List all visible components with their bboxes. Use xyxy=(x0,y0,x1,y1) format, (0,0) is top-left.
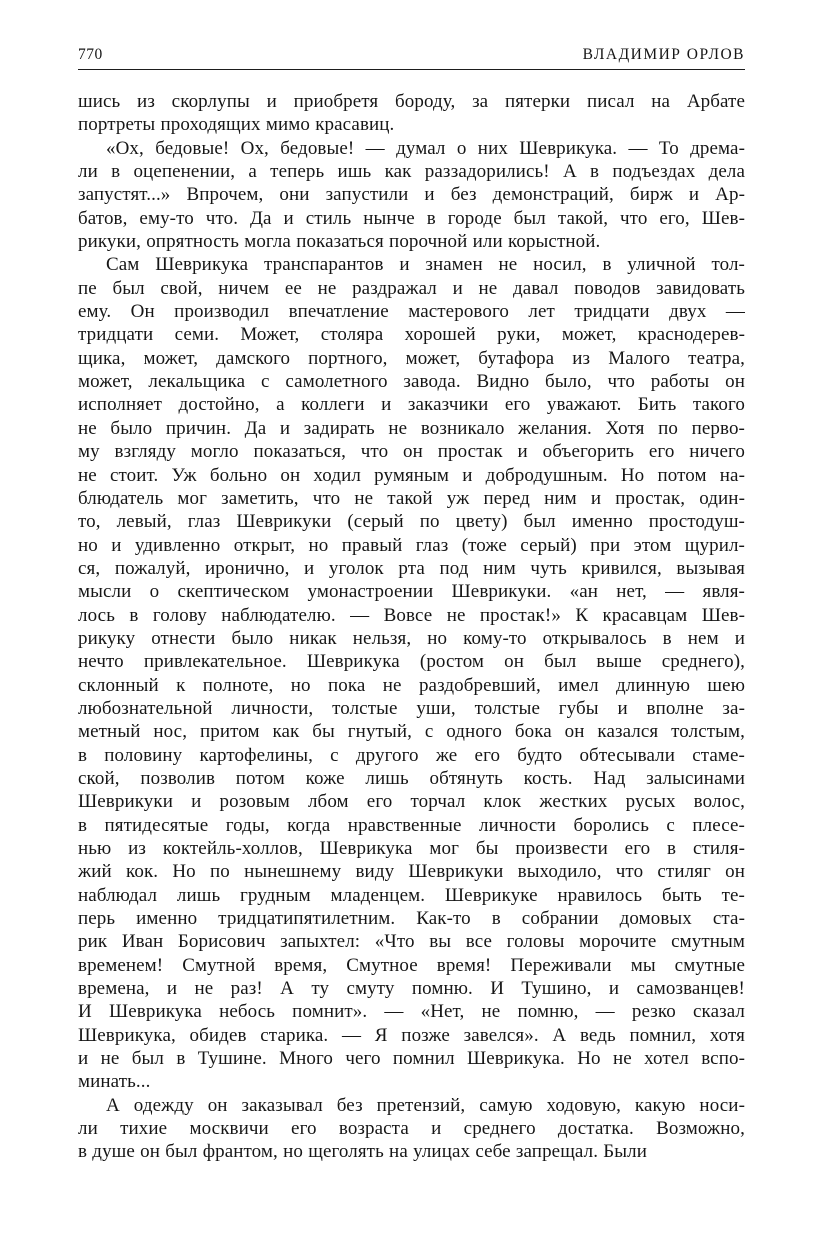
text-line: ся, пожалуй, иронично, и уголок рта под ним чуть кривился, вызывая xyxy=(78,557,745,579)
page-number: 770 xyxy=(78,46,103,63)
text-line: блюдатель мог заметить, что не такой уж перед ним и простак, один- xyxy=(78,487,745,509)
text-line: в половину картофелины, с другого же его будто обтесывали стаме- xyxy=(78,744,745,766)
text-line: батов, ему-то что. Да и стиль нынче в городе был такой, что его, Шев- xyxy=(78,207,745,229)
text-line: Сам Шеврикука транспарантов и знамен не носил, в уличной тол- xyxy=(106,254,745,276)
text-line: Шеврикука, обидев старика. — Я позже завелся». А ведь помнил, хотя xyxy=(78,1024,745,1046)
paragraph xyxy=(78,137,745,254)
text-line: му взгляду могло показаться, что он простак и объегорить его ничего xyxy=(78,441,745,463)
paragraph xyxy=(78,90,745,137)
text-line: в душе он был франтом, но щеголять на улицах себе запрещал. Были xyxy=(78,1141,648,1163)
text-line: пе был свой, ничем ее не раздражал и не давал поводов завидовать xyxy=(78,277,745,299)
text-line: не стоит. Уж больно он ходил румяным и добродушным. Но потом на- xyxy=(78,464,745,486)
text-line: склонный к полноте, но пока не раздобревший, имел длинную шею xyxy=(78,674,745,696)
text-line: запустят...» Впрочем, они запустили и без демонстраций, бирж и Ар- xyxy=(78,184,745,206)
text-line: шись из скорлупы и приобретя бороду, за пятерки писал на Арбате xyxy=(78,91,745,112)
text-line: нечто привлекательное. Шеврикука (ростом он был выше среднего), xyxy=(78,651,745,673)
text-line: и не был в Тушине. Много чего помнил Шеврикука. Но не хотел вспо- xyxy=(78,1048,745,1070)
text-line: минать... xyxy=(78,1071,151,1093)
text-line: но и удивленно открыт, но правый глаз (тоже серый) при этом щурил- xyxy=(78,534,745,556)
text-line: не было причин. Да и задирать не возникало желания. Хотя по перво- xyxy=(78,417,745,439)
text-line: щика, может, дамского портного, может, бутафора из Малого театра, xyxy=(78,347,745,369)
text-line: Шеврикуки и розовым лбом его торчал клок жестких русых волос, xyxy=(78,791,745,813)
paragraph xyxy=(78,253,745,1093)
text-line: временем! Смутной время, Смутное время! Переживали мы смутные xyxy=(78,954,745,976)
page-header xyxy=(78,46,745,64)
body-text xyxy=(78,90,745,1164)
text-line: ему. Он производил впечатление мастерового лет тридцати двух — xyxy=(78,301,745,323)
text-line: мысли о скептическом умонастроении Шеврикуки. «ан нет, — явля- xyxy=(78,581,745,603)
text-line: ли в оцепенении, а теперь ишь как раззадорились! А в подъездах дела xyxy=(78,161,745,183)
text-line: ли тихие москвичи его возраста и среднего достатка. Возможно, xyxy=(78,1118,745,1140)
text-line: лось в голову наблюдателю. — Вовсе не простак!» К красавцам Шев- xyxy=(78,604,745,626)
author-name: ВЛАДИМИР ОРЛОВ xyxy=(582,46,745,63)
text-line: рикуку отнести было никак нельзя, но кому-то открывалось в нем и xyxy=(78,627,745,649)
text-line: рик Иван Борисович запыхтел: «Что вы все головы морочите смутным xyxy=(78,931,745,953)
text-line: исполняет достойно, а коллеги и заказчики его уважают. Бить такого xyxy=(78,394,745,416)
text-line: метный нос, притом как бы гнутый, с одного бока он казался толстым, xyxy=(78,721,745,743)
text-line: нью из коктейль-холлов, Шеврикука мог бы произвести его в стиля- xyxy=(78,838,745,859)
text-line: рикуки, опрятность могла показаться порочной или корыстной. xyxy=(78,231,601,253)
text-line: перь именно тридцатипятилетним. Как-то в собрании домовых ста- xyxy=(78,908,745,930)
text-line: любознательной личности, толстые уши, толстые губы и вполне за- xyxy=(78,697,745,719)
text-line: ской, позволив потом коже лишь обтянуть кость. Над залысинами xyxy=(78,767,745,789)
text-line: А одежду он заказывал без претензий, самую ходовую, какую носи- xyxy=(106,1094,745,1116)
text-line: И Шеврикука небось помнит». — «Нет, не помню, — резко сказал xyxy=(78,1001,745,1023)
text-line: жий кок. Но по нынешнему виду Шеврикуки выходило, что стиляг он xyxy=(78,861,745,883)
text-line: в пятидесятые годы, когда нравственные личности боролись с плесе- xyxy=(78,814,745,836)
paragraph xyxy=(78,1094,745,1164)
text-line: тридцати семи. Может, столяра хорошей руки, может, краснодерев- xyxy=(78,324,745,346)
text-line: то, левый, глаз Шеврикуки (серый по цвету) был именно простодуш- xyxy=(78,511,745,533)
text-line: времена, и не раз! А ту смуту помню. И Тушино, и самозванцев! xyxy=(78,978,745,1000)
header-rule xyxy=(78,69,745,70)
text-line: портреты проходящих мимо красавиц. xyxy=(78,114,395,136)
text-line: может, лекальщика с самолетного завода. Видно было, что работы он xyxy=(78,371,745,393)
text-line: наблюдал лишь грудным младенцем. Шеврикуке нравилось быть те- xyxy=(78,884,745,906)
text-line: «Ох, бедовые! Ох, бедовые! — думал о них Шеврикука. — То дрема- xyxy=(106,137,745,159)
